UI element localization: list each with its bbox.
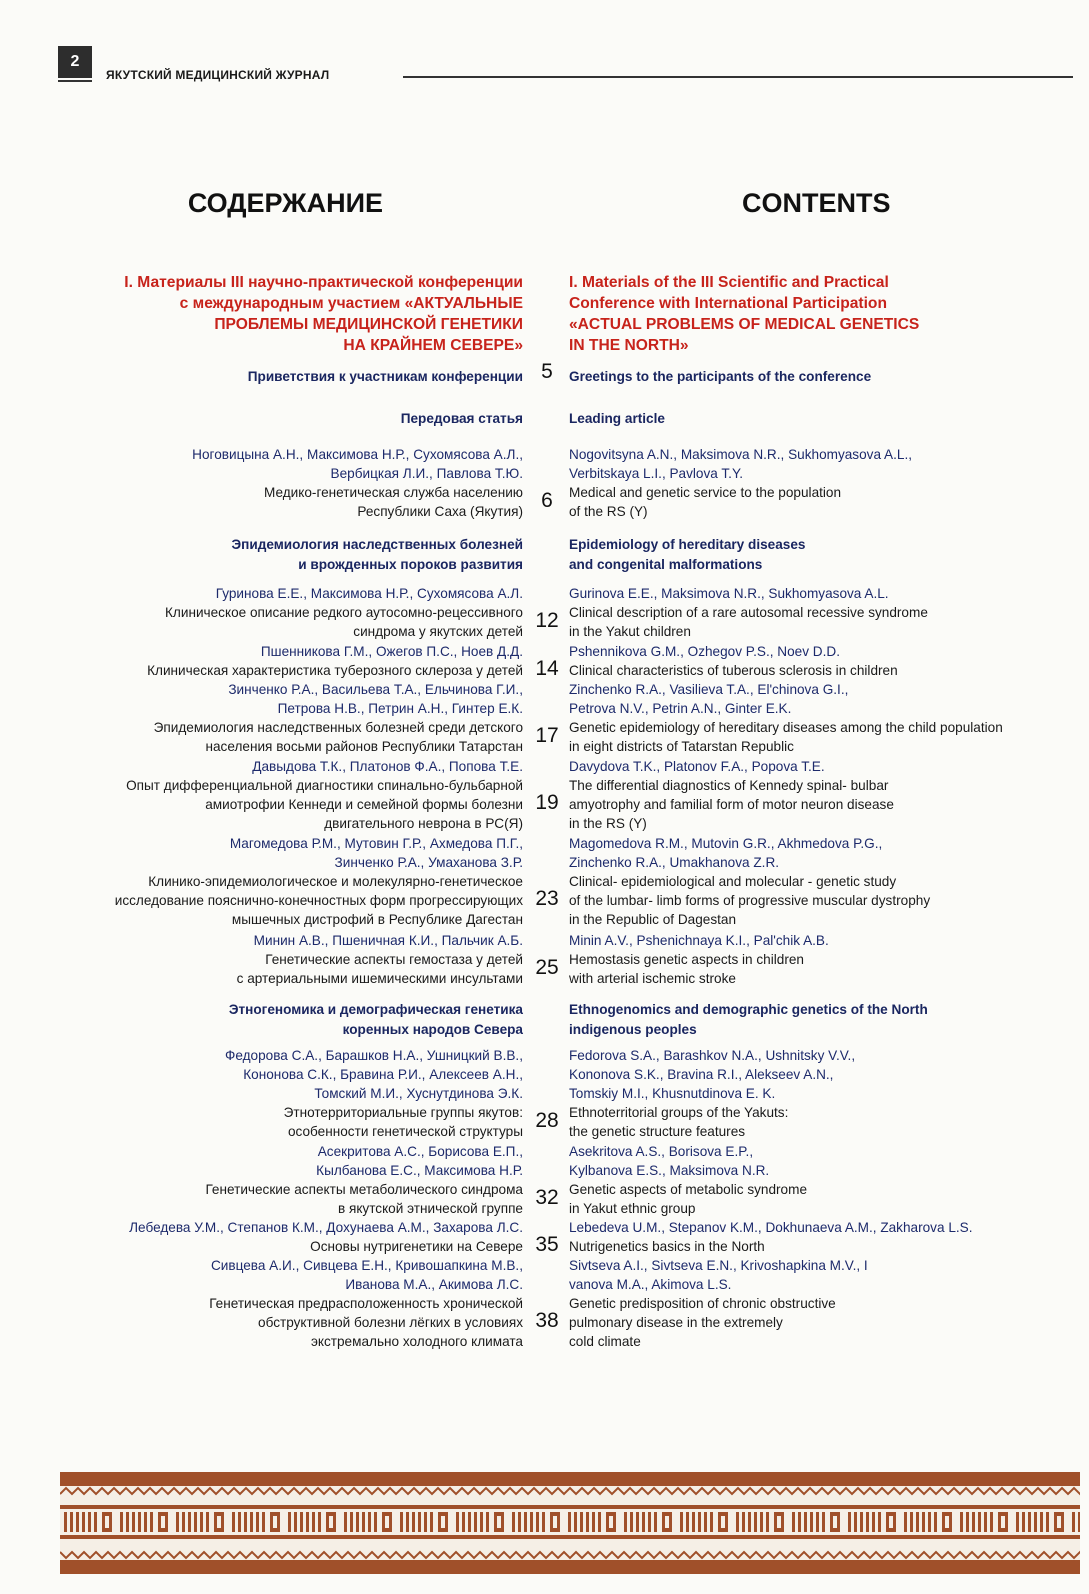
page-ref: 28 xyxy=(535,1108,559,1132)
entry-authors: Зинченко Р.А., Васильева Т.А., Ельчинова Г.И., xyxy=(228,682,523,697)
ethno-heading-en xyxy=(569,1000,1079,1039)
page-ref: 38 xyxy=(535,1309,559,1332)
entry-authors: Sivtseva A.I., Sivtseva E.N., Krivoshapkina M.V., I xyxy=(569,1258,868,1273)
header-rule xyxy=(403,76,1073,78)
entry-title: Clinical description of a rare autosomal recessive syndrome xyxy=(569,605,928,620)
section-heading-en-line: I. Materials of the III Scientific and Practical xyxy=(569,274,889,291)
page-ref: 25 xyxy=(535,955,559,979)
entry-en xyxy=(569,757,1079,833)
entry-en xyxy=(569,931,1079,988)
entry-title: Республики Саха (Якутия) xyxy=(357,504,523,519)
section-heading-ru-line: с международным участием «АКТУАЛЬНЫЕ xyxy=(179,295,523,312)
entry-en xyxy=(569,680,1079,756)
entry-title: amyotrophy and familial form of motor neuron disease xyxy=(569,797,894,812)
entry-title: the genetic structure features xyxy=(569,1124,746,1139)
entry-title: Genetic aspects of metabolic syndrome xyxy=(569,1182,808,1197)
entry-authors: Fedorova S.A., Barashkov N.A., Ushnitsky V.V., xyxy=(569,1048,856,1063)
leading-heading-en-line: Leading article xyxy=(569,411,665,426)
page-ref: 17 xyxy=(535,723,559,747)
entry-title: Клиническое описание редкого аутосомно-рецессивного xyxy=(165,605,523,620)
page-ref: 32 xyxy=(535,1185,559,1209)
entry-title: Этнотерриториальные группы якутов: xyxy=(283,1105,523,1120)
entry-title: особенности генетической структуры xyxy=(287,1124,523,1139)
entry-authors: Кононова С.К., Бравина Р.И., Алексеев А.Н., xyxy=(243,1067,523,1082)
page-ref: 14 xyxy=(535,657,559,680)
entry-title: мышечных дистрофий в Республике Дагестан xyxy=(231,912,523,927)
greetings-en xyxy=(569,367,1079,386)
entry-ru xyxy=(53,1256,523,1351)
entry-title: Медико-генетическая служба населению xyxy=(264,485,523,500)
entry-title: двигательного неврона в РС(Я) xyxy=(324,816,523,831)
entry-title: of the lumbar- limb forms of progressive muscular dystrophy xyxy=(569,893,931,908)
entry-authors: Лебедева У.М., Степанов К.М., Дохунаева А.М., Захарова Л.С. xyxy=(129,1220,523,1235)
leading-heading-en xyxy=(569,409,1079,428)
ethno-heading-ru-line: коренных народов Севера xyxy=(342,1021,523,1037)
entry-title: pulmonary disease in the extremely xyxy=(569,1315,783,1330)
page-ref: 35 xyxy=(535,1233,559,1256)
entry-authors: Verbitskaya L.I., Pavlova T.Y. xyxy=(569,466,744,481)
page-ref: 6 xyxy=(541,488,553,512)
entry-authors: Гуринова Е.Е., Максимова Н.Р., Сухомясова А.Л. xyxy=(215,586,523,601)
entry-authors: Minin A.V., Pshenichnaya K.I., Pal'chik A.B. xyxy=(569,933,829,948)
entry-authors: Nogovitsyna A.N., Maksimova N.R., Sukhomyasova A.L., xyxy=(569,447,913,462)
entry-title: экстремально холодного климата xyxy=(310,1334,523,1349)
entry-authors: Петрова Н.В., Петрин А.Н., Гинтер Е.К. xyxy=(277,701,523,716)
entry-en xyxy=(569,1142,1079,1218)
entry-authors: Gurinova E.E., Maksimova N.R., Sukhomyasova A.L. xyxy=(569,586,889,601)
entry-title: Основы нутригенетики на Севере xyxy=(310,1239,523,1254)
entry-en xyxy=(569,1256,1079,1351)
entry-authors: Zinchenko R.A., Umakhanova Z.R. xyxy=(569,855,780,870)
epidemiology-heading-ru-line: и врожденных пороков развития xyxy=(298,556,523,572)
entry-authors: Сивцева А.И., Сивцева Е.Н., Кривошапкина М.В., xyxy=(210,1258,523,1273)
entry-title: Genetic predisposition of chronic obstructive xyxy=(569,1296,836,1311)
entry-title: Nutrigenetics basics in the North xyxy=(569,1239,765,1254)
entry-title: in the RS (Y) xyxy=(569,816,647,831)
entry-authors: Pshennikova G.M., Ozhegov P.S., Noev D.D. xyxy=(569,644,840,659)
entry-title: исследование поясничнo-конечностных форм прогрессирующих xyxy=(114,893,523,908)
section-heading-en-line: IN THE NORTH» xyxy=(569,337,689,354)
entry-title: Генетические аспекты гемостаза у детей xyxy=(265,952,523,967)
entry-title: of the RS (Y) xyxy=(569,504,648,519)
contents-title-en: CONTENTS xyxy=(742,188,891,218)
entry-ru xyxy=(53,931,523,988)
ethno-heading-en-line: indigenous peoples xyxy=(569,1021,697,1037)
entry-title: Генетические аспекты метаболического синдрома xyxy=(205,1182,523,1197)
entry-en xyxy=(569,584,1079,641)
epidemiology-heading-en-line: and congenital malformations xyxy=(569,556,763,572)
entry-title: The differential diagnostics of Kennedy spinal- bulbar xyxy=(569,778,889,793)
entry-ru xyxy=(53,445,523,521)
entry-ru xyxy=(53,1142,523,1218)
ethno-heading-ru xyxy=(53,1000,523,1039)
entry-ru xyxy=(53,680,523,756)
entry-ru xyxy=(53,584,523,641)
entry-title: Опыт дифференциальной диагностики спинально-бульбарной xyxy=(126,778,523,793)
section-heading-ru-line: I. Материалы III научно-практической конференции xyxy=(124,274,523,291)
entry-en xyxy=(569,1046,1079,1141)
entry-authors: Зинченко Р.А., Умаханова З.Р. xyxy=(334,855,523,870)
entry-authors: Petrova N.V., Petrin A.N., Ginter E.K. xyxy=(569,701,792,716)
entry-authors: Вербицкая Л.И., Павлова Т.Ю. xyxy=(330,466,523,481)
page-ref: 23 xyxy=(535,887,559,910)
entry-authors: Davydova T.K., Platonov F.A., Popova T.E. xyxy=(569,759,825,774)
entry-ru xyxy=(53,834,523,929)
entry-title: Эпидемиология наследственных болезней среди детского xyxy=(153,720,523,735)
entry-en xyxy=(569,642,1079,680)
section-heading-ru-line: ПРОБЛЕМЫ МЕДИЦИНСКОЙ ГЕНЕТИКИ xyxy=(214,316,523,333)
entry-authors: Минин А.В., Пшеничная К.И., Пальчик А.Б. xyxy=(253,933,523,948)
entry-authors: Tomskiy M.I., Khusnutdinova E. K. xyxy=(569,1086,776,1101)
greetings-en-line: Greetings to the participants of the conference xyxy=(569,369,872,384)
entry-title: Клиническая характеристика туберозного склероза у детей xyxy=(147,663,523,678)
entry-authors: Ноговицына А.Н., Максимова Н.Р., Сухомясова А.Л., xyxy=(192,447,523,462)
contents-title-ru: СОДЕРЖАНИЕ xyxy=(187,188,383,218)
ornament-band xyxy=(60,1472,1080,1574)
entry-authors: Федорова С.А., Барашков Н.А., Ушницкий В.В., xyxy=(225,1048,523,1063)
page-ref: 19 xyxy=(535,791,559,814)
entry-title: in eight districts of Tatarstan Republic xyxy=(569,739,794,754)
entry-authors: vanova M.A., Akimova L.S. xyxy=(569,1277,732,1292)
entry-authors: Кылбанова Е.С., Максимова Н.Р. xyxy=(316,1163,523,1178)
page-ref: 12 xyxy=(535,608,559,632)
entry-authors: Давыдова Т.К., Платонов Ф.А., Попова Т.Е. xyxy=(252,759,523,774)
leading-heading-ru xyxy=(53,409,523,428)
entry-ru xyxy=(53,1218,523,1256)
greetings-ru xyxy=(53,367,523,386)
leading-heading-ru-line: Передовая статья xyxy=(400,411,523,426)
entry-title: населения восьми районов Республики Татарстан xyxy=(205,739,523,754)
entry-title: Клинико-эпидемиологическое и молекулярно-генетическое xyxy=(148,874,523,889)
entry-title: с артериальными ишемическими инсультами xyxy=(236,971,523,986)
entry-authors: Kylbanova E.S., Maksimova N.R. xyxy=(569,1163,770,1178)
entry-title: синдрома у якутских детей xyxy=(353,624,523,639)
epidemiology-heading-en xyxy=(569,535,1079,574)
entry-authors: Magomedova R.M., Mutovin G.R., Akhmedova P.G., xyxy=(569,836,883,851)
page-number: 2 xyxy=(58,46,92,78)
entry-title: Genetic epidemiology of hereditary diseases among the child population xyxy=(569,720,1003,735)
entry-title: in the Yakut children xyxy=(569,624,691,639)
epidemiology-heading-ru xyxy=(53,535,523,574)
section-heading-en-line: Conference with International Participation xyxy=(569,295,887,312)
ethno-heading-ru-line: Этногеномика и демографическая генетика xyxy=(228,1002,523,1017)
entry-authors: Томский М.И., Хуснутдинова Э.К. xyxy=(314,1086,523,1101)
entry-authors: Иванова М.А., Акимова Л.С. xyxy=(345,1277,523,1292)
entry-ru xyxy=(53,757,523,833)
entry-authors: Zinchenko R.A., Vasilieva T.A., El'chinova G.I., xyxy=(569,682,849,697)
entry-authors: Пшенникова Г.М., Ожегов П.С., Ноев Д.Д. xyxy=(260,644,523,659)
entry-title: обструктивной болезни лёгких в условиях xyxy=(258,1315,523,1330)
entry-authors: Lebedeva U.M., Stepanov K.M., Dokhunaeva A.M., Zakharova L.S. xyxy=(569,1220,973,1235)
entry-ru xyxy=(53,1046,523,1141)
entry-authors: Магомедова Р.М., Мутовин Г.Р., Ахмедова П.Г., xyxy=(229,836,523,851)
entry-title: Clinical characteristics of tuberous sclerosis in children xyxy=(569,663,898,678)
entry-en xyxy=(569,445,1079,521)
entry-title: амиотрофии Кеннеди и семейной формы болезни xyxy=(205,797,523,812)
section-heading-ru xyxy=(53,272,523,356)
section-heading-ru-line: НА КРАЙНЕМ СЕВЕРЕ» xyxy=(343,337,523,354)
entry-authors: Kononova S.K., Bravina R.I., Alekseev A.N., xyxy=(569,1067,834,1082)
entry-en xyxy=(569,834,1079,929)
ethno-heading-en-line: Ethnogenomics and demographic genetics of the North xyxy=(569,1002,928,1017)
epidemiology-heading-ru-line: Эпидемиология наследственных болезней xyxy=(231,537,523,552)
section-heading-en-line: «ACTUAL PROBLEMS OF MEDICAL GENETICS xyxy=(569,316,920,333)
entry-title: Ethnoterritorial groups of the Yakuts: xyxy=(569,1105,789,1120)
entry-authors: Asekritova A.S., Borisova E.P., xyxy=(569,1144,754,1159)
entry-title: cold climate xyxy=(569,1334,641,1349)
entry-ru xyxy=(53,642,523,680)
entry-title: в якутской этнической группе xyxy=(337,1201,523,1216)
epidemiology-heading-en-line: Epidemiology of hereditary diseases xyxy=(569,537,806,552)
entry-title: Medical and genetic service to the population xyxy=(569,485,842,500)
entry-title: Clinical- epidemiological and molecular - genetic study xyxy=(569,874,897,889)
page-ref: 5 xyxy=(541,360,553,383)
entry-title: Генетическая предрасположенность хронической xyxy=(209,1296,523,1311)
entry-title: in the Republic of Dagestan xyxy=(569,912,737,927)
entry-title: Hemostasis genetic aspects in children xyxy=(569,952,804,967)
entry-title: in Yakut ethnic group xyxy=(569,1201,696,1216)
journal-name: ЯКУТСКИЙ МЕДИЦИНСКИЙ ЖУРНАЛ xyxy=(106,68,330,82)
section-heading-en xyxy=(569,272,1079,356)
entry-authors: Асекритова А.С., Борисова Е.П., xyxy=(317,1144,523,1159)
greetings-ru-line: Приветствия к участникам конференции xyxy=(247,369,523,384)
entry-title: with arterial ischemic stroke xyxy=(569,971,736,986)
header-rule-left xyxy=(58,80,92,82)
entry-en xyxy=(569,1218,1079,1256)
